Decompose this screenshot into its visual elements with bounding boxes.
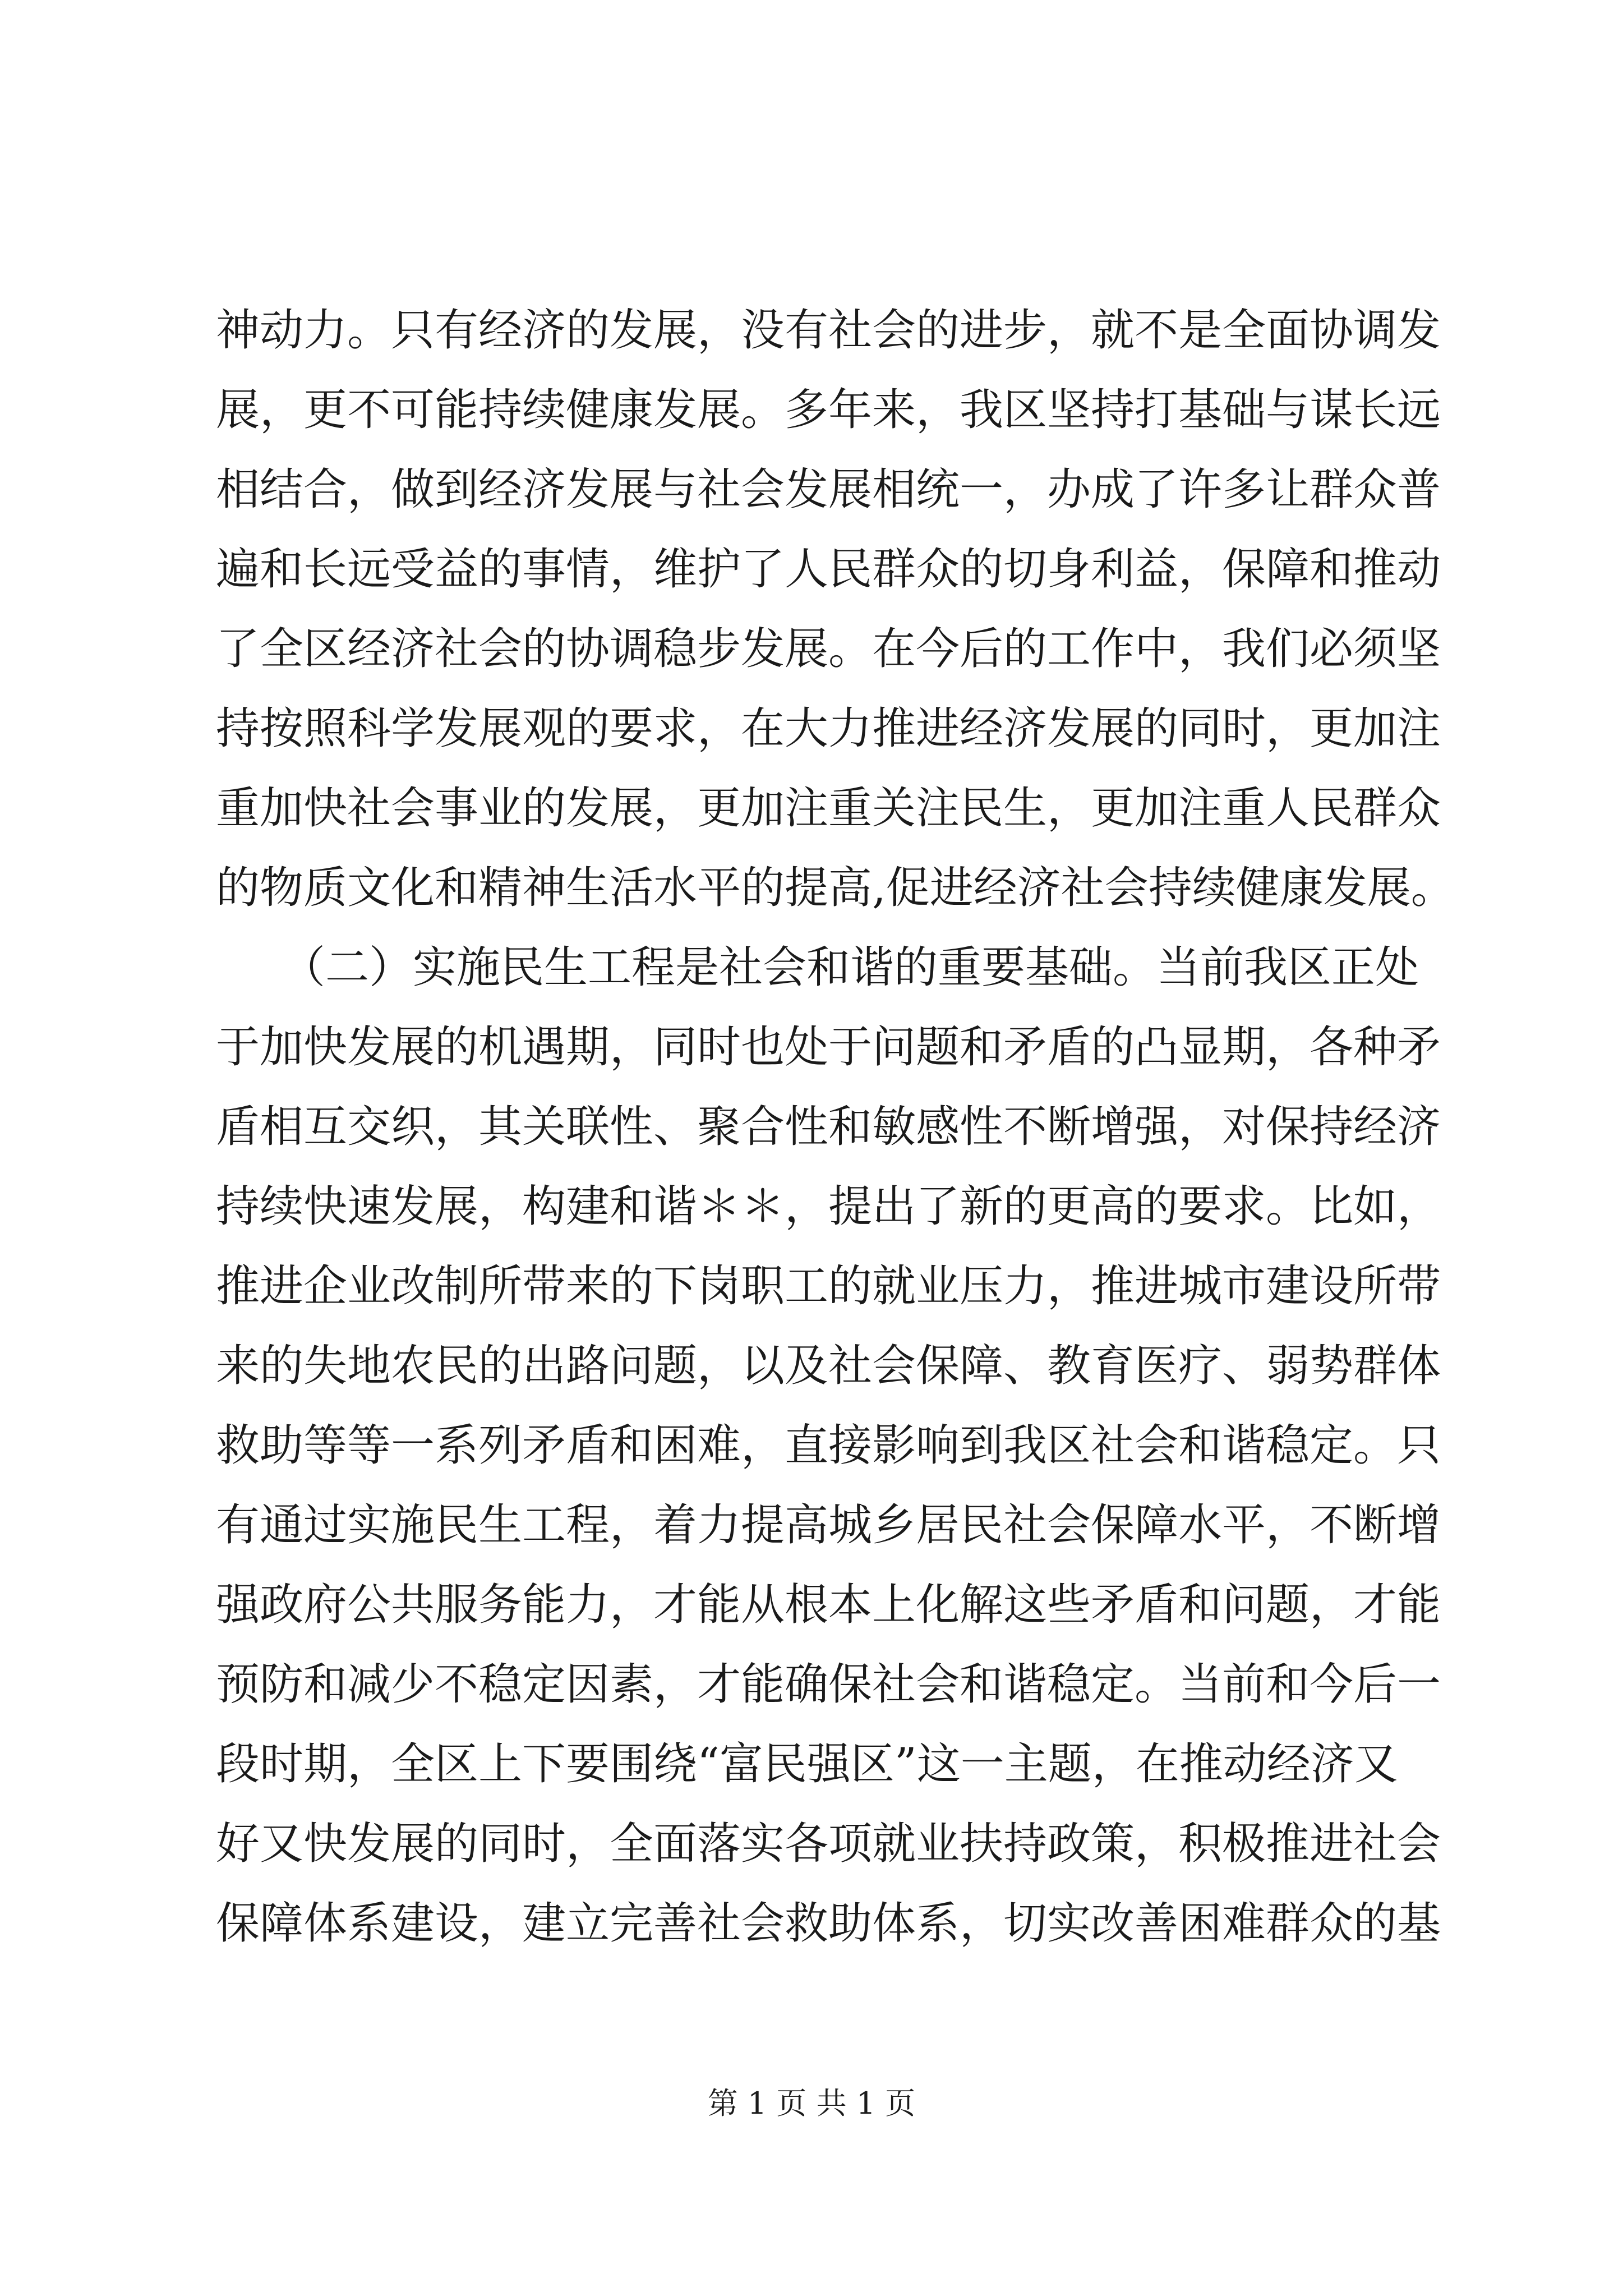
- text-line: 展，更不可能持续健康发展。多年来，我区坚持打基础与谋长远: [216, 385, 1441, 435]
- text-line: 救助等等一系列矛盾和困难，直接影响到我区社会和谐稳定。只: [216, 1420, 1441, 1471]
- text-line: 持按照科学发展观的要求，在大力推进经济发展的同时，更加注: [216, 703, 1441, 754]
- text-line: 神动力。只有经济的发展，没有社会的进步，就不是全面协调发: [216, 305, 1441, 356]
- text-line: 保障体系建设，建立完善社会救助体系，切实改善困难群众的基: [216, 1898, 1441, 1949]
- text-line: 持续快速发展，构建和谐＊＊，提出了新的更高的要求。比如，: [216, 1181, 1441, 1232]
- text-line: 来的失地农民的出路问题，以及社会保障、教育医疗、弱势群体: [216, 1341, 1441, 1391]
- text-line: 于加快发展的机遇期，同时也处于问题和矛盾的凸显期，各种矛: [216, 1022, 1441, 1073]
- page-number: 第 1 页 共 1 页: [707, 2086, 916, 2121]
- text-line: 有通过实施民生工程，着力提高城乡居民社会保障水平，不断增: [216, 1500, 1441, 1550]
- text-line: 的物质文化和精神生活水平的提高,促进经济社会持续健康发展。: [216, 863, 1455, 913]
- text-line: 重加快社会事业的发展，更加注重关注民生，更加注重人民群众: [216, 783, 1441, 834]
- page-footer: [0, 2084, 1623, 2123]
- text-line: 强政府公共服务能力，才能从根本上化解这些矛盾和问题，才能: [216, 1580, 1441, 1630]
- text-line: 盾相互交织，其关联性、聚合性和敏感性不断增强，对保持经济: [216, 1102, 1441, 1152]
- body-text: [216, 291, 1455, 1963]
- text-line: 好又快发展的同时，全面落实各项就业扶持政策，积极推进社会: [216, 1819, 1441, 1869]
- text-line: 遍和长远受益的事情，维护了人民群众的切身利益，保障和推动: [216, 544, 1441, 595]
- text-line: （二）实施民生工程是社会和谐的重要基础。当前我区正处: [216, 942, 1419, 993]
- text-line: 推进企业改制所带来的下岗职工的就业压力，推进城市建设所带: [216, 1261, 1441, 1312]
- text-line: 了全区经济社会的协调稳步发展。在今后的工作中，我们必须坚: [216, 624, 1441, 674]
- text-line: 相结合，做到经济发展与社会发展相统一，办成了许多让群众普: [216, 464, 1441, 515]
- text-line: 预防和减少不稳定因素，才能确保社会和谐稳定。当前和今后一: [216, 1659, 1441, 1710]
- text-line: 段时期，全区上下要围绕“富民强区”这一主题，在推动经济又: [216, 1739, 1398, 1789]
